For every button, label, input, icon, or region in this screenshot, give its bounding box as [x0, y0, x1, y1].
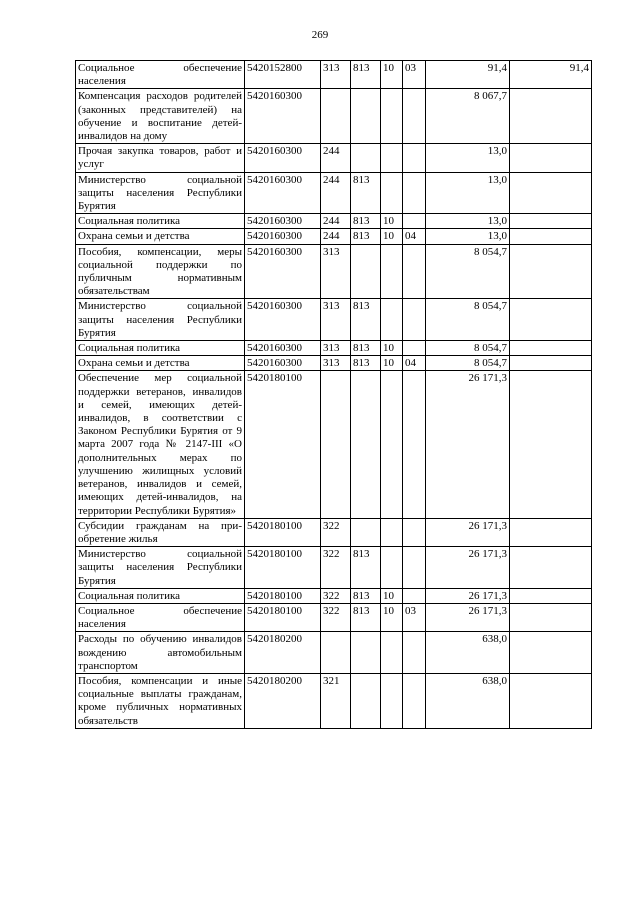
amount-total: 8 054,7 [426, 244, 510, 299]
amount-federal [510, 603, 592, 631]
expense-name: Компенсация расходов родителей (законных представителей) на обучение и воспитание детей-инвалидов на дому [76, 89, 245, 144]
expense-type-code: 313 [321, 356, 351, 371]
section-code [381, 632, 403, 674]
expense-name: Социальное обеспечение населения [76, 61, 245, 89]
amount-total: 8 067,7 [426, 89, 510, 144]
amount-federal [510, 518, 592, 546]
amount-federal [510, 244, 592, 299]
table-row [76, 61, 592, 89]
ministry-code [351, 371, 381, 518]
amount-federal [510, 229, 592, 244]
ministry-code: 813 [351, 229, 381, 244]
amount-total: 13,0 [426, 214, 510, 229]
target-article-code: 5420160300 [245, 144, 321, 172]
amount-total: 8 054,7 [426, 341, 510, 356]
table-row [76, 89, 592, 144]
target-article-code: 5420180100 [245, 588, 321, 603]
ministry-code [351, 144, 381, 172]
expense-type-code: 244 [321, 214, 351, 229]
expense-type-code: 313 [321, 244, 351, 299]
target-article-code: 5420180100 [245, 547, 321, 589]
section-code [381, 673, 403, 728]
expense-type-code: 322 [321, 518, 351, 546]
amount-total: 638,0 [426, 673, 510, 728]
expense-type-code: 244 [321, 144, 351, 172]
amount-total: 26 171,3 [426, 603, 510, 631]
section-code: 10 [381, 588, 403, 603]
ministry-code [351, 244, 381, 299]
ministry-code [351, 518, 381, 546]
ministry-code: 813 [351, 172, 381, 214]
ministry-code: 813 [351, 588, 381, 603]
amount-total: 26 171,3 [426, 588, 510, 603]
budget-table [75, 60, 592, 729]
subsection-code: 04 [403, 229, 426, 244]
ministry-code: 813 [351, 214, 381, 229]
expense-name: Пособия, компенсации и иные социальные выплаты гражданам, кроме публичных нормативных обязательств [76, 673, 245, 728]
expense-type-code: 313 [321, 341, 351, 356]
expense-type-code [321, 371, 351, 518]
amount-federal [510, 371, 592, 518]
table-row [76, 214, 592, 229]
expense-name: Социальная политика [76, 214, 245, 229]
table-row [76, 603, 592, 631]
target-article-code: 5420160300 [245, 229, 321, 244]
amount-federal [510, 89, 592, 144]
section-code: 10 [381, 341, 403, 356]
amount-federal [510, 588, 592, 603]
expense-name: Охрана семьи и детства [76, 356, 245, 371]
target-article-code: 5420160300 [245, 341, 321, 356]
subsection-code [403, 244, 426, 299]
ministry-code: 813 [351, 547, 381, 589]
amount-federal [510, 356, 592, 371]
table-row [76, 632, 592, 674]
target-article-code: 5420152800 [245, 61, 321, 89]
amount-total: 13,0 [426, 172, 510, 214]
target-article-code: 5420180100 [245, 518, 321, 546]
expense-name: Прочая закупка товаров, работ и услуг [76, 144, 245, 172]
table-row [76, 547, 592, 589]
expense-type-code: 313 [321, 61, 351, 89]
subsection-code: 03 [403, 603, 426, 631]
subsection-code [403, 547, 426, 589]
subsection-code [403, 89, 426, 144]
section-code: 10 [381, 61, 403, 89]
section-code: 10 [381, 214, 403, 229]
target-article-code: 5420180100 [245, 371, 321, 518]
subsection-code [403, 518, 426, 546]
target-article-code: 5420160300 [245, 172, 321, 214]
amount-total: 638,0 [426, 632, 510, 674]
table-row [76, 356, 592, 371]
expense-name: Министерство социальной защиты населения Республики Бурятия [76, 299, 245, 341]
ministry-code: 813 [351, 603, 381, 631]
table-row [76, 673, 592, 728]
expense-name: Социальное обеспечение населения [76, 603, 245, 631]
section-code [381, 144, 403, 172]
target-article-code: 5420160300 [245, 214, 321, 229]
subsection-code [403, 299, 426, 341]
ministry-code: 813 [351, 356, 381, 371]
expense-type-code: 244 [321, 229, 351, 244]
expense-type-code: 322 [321, 547, 351, 589]
amount-federal [510, 632, 592, 674]
amount-total: 26 171,3 [426, 547, 510, 589]
table-row [76, 299, 592, 341]
target-article-code: 5420180200 [245, 673, 321, 728]
subsection-code [403, 588, 426, 603]
ministry-code [351, 632, 381, 674]
target-article-code: 5420180200 [245, 632, 321, 674]
expense-type-code: 244 [321, 172, 351, 214]
section-code: 10 [381, 229, 403, 244]
table-row [76, 144, 592, 172]
amount-total: 91,4 [426, 61, 510, 89]
amount-total: 26 171,3 [426, 371, 510, 518]
subsection-code [403, 214, 426, 229]
ministry-code [351, 89, 381, 144]
ministry-code: 813 [351, 341, 381, 356]
subsection-code [403, 371, 426, 518]
page-number: 269 [311, 29, 329, 41]
table-row [76, 244, 592, 299]
expense-type-code [321, 89, 351, 144]
expense-type-code [321, 632, 351, 674]
ministry-code: 813 [351, 61, 381, 89]
expense-type-code: 322 [321, 588, 351, 603]
amount-total: 8 054,7 [426, 356, 510, 371]
target-article-code: 5420160300 [245, 356, 321, 371]
expense-type-code: 321 [321, 673, 351, 728]
expense-name: Министерство социальной защиты населения Республики Бурятия [76, 172, 245, 214]
table-row [76, 341, 592, 356]
section-code: 10 [381, 603, 403, 631]
section-code [381, 299, 403, 341]
expense-name: Социальная политика [76, 341, 245, 356]
expense-name: Обеспечение мер социальной поддержки ветеранов, инвалидов и семей, имеющих детей-инвалидов, в соответствии с Законом Республики Бурятия от 9 марта 2007 года № 2147-III «О дополнительных мерах по улучшению жилищных условий ветеранов, инвалидов и семей, имеющих детей-инвалидов, на территории Республики Бурятия» [76, 371, 245, 518]
amount-federal [510, 673, 592, 728]
subsection-code [403, 144, 426, 172]
expense-name: Социальная политика [76, 588, 245, 603]
table-row [76, 371, 592, 518]
section-code [381, 371, 403, 518]
table-row [76, 229, 592, 244]
amount-total: 26 171,3 [426, 518, 510, 546]
table-row [76, 518, 592, 546]
subsection-code [403, 632, 426, 674]
section-code [381, 547, 403, 589]
section-code [381, 172, 403, 214]
table-row [76, 588, 592, 603]
target-article-code: 5420180100 [245, 603, 321, 631]
section-code [381, 518, 403, 546]
amount-federal [510, 547, 592, 589]
subsection-code: 03 [403, 61, 426, 89]
amount-federal [510, 341, 592, 356]
amount-total: 8 054,7 [426, 299, 510, 341]
target-article-code: 5420160300 [245, 299, 321, 341]
section-code [381, 89, 403, 144]
subsection-code [403, 172, 426, 214]
amount-federal [510, 214, 592, 229]
table-body [76, 61, 592, 729]
amount-total: 13,0 [426, 144, 510, 172]
subsection-code: 04 [403, 356, 426, 371]
expense-name: Министерство социальной защиты населения Республики Бурятия [76, 547, 245, 589]
amount-federal [510, 299, 592, 341]
target-article-code: 5420160300 [245, 244, 321, 299]
expense-name: Расходы по обучению инвалидов вождению автомобильным транспортом [76, 632, 245, 674]
table-row [76, 172, 592, 214]
section-code [381, 244, 403, 299]
subsection-code [403, 341, 426, 356]
target-article-code: 5420160300 [245, 89, 321, 144]
ministry-code: 813 [351, 299, 381, 341]
expense-name: Охрана семьи и детства [76, 229, 245, 244]
subsection-code [403, 673, 426, 728]
expense-name: Пособия, компенсации, меры социальной поддержки по публичным нормативным обязательствам [76, 244, 245, 299]
amount-total: 13,0 [426, 229, 510, 244]
amount-federal: 91,4 [510, 61, 592, 89]
expense-type-code: 313 [321, 299, 351, 341]
amount-federal [510, 144, 592, 172]
expense-type-code: 322 [321, 603, 351, 631]
section-code: 10 [381, 356, 403, 371]
expense-name: Субсидии гражданам на приобретение жилья [76, 518, 245, 546]
ministry-code [351, 673, 381, 728]
amount-federal [510, 172, 592, 214]
